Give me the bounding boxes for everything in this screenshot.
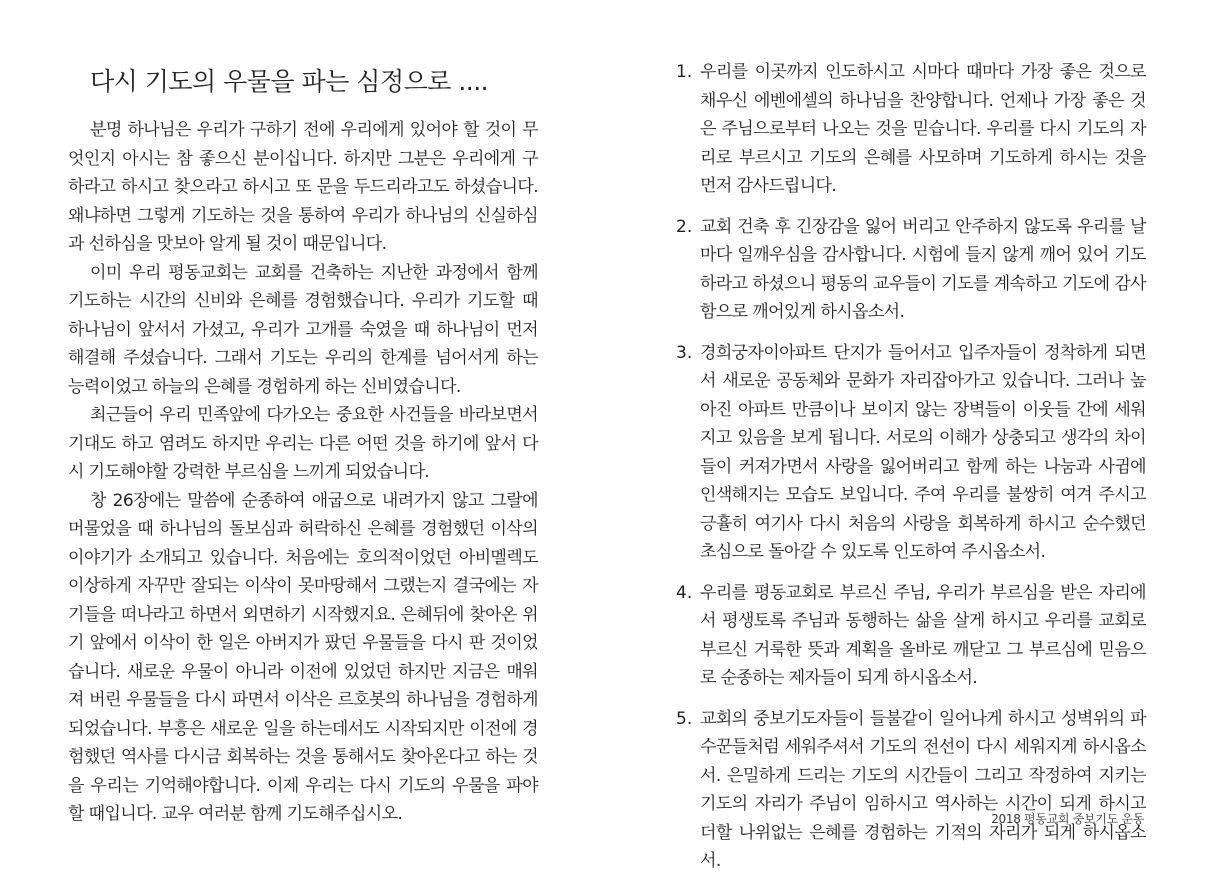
prayer-text: 경희궁자이아파트 단지가 들어서고 입주자들이 정착하게 되면서 새로운 공동체와 문화가 자리잡아가고 있습니다. 그러나 높아진 아파트 만큼이나 보이지 않는 장벽들이 이웃들 간에 세워지고 있음을 보게 됩니다. 서로의 이해가 상충되고 생각의 차이들이 커져가면서 사랑을 잃어버리고 함께 하는 나눔과 사귐에 인색해지는 모습도 보입니다. 주여 우리를 불쌍히 여겨 주시고 긍휼히 여기사 다시 처음의 사랑을 회복하게 하시고 순수했던 초심으로 돌아갈 수 있도록 인도하여 주시옵소서.: [700, 342, 1146, 562]
prayer-text: 우리를 평동교회로 부르신 주님, 우리가 부르심을 받은 자리에서 평생토록 주님과 동행하는 삶을 살게 하시고 우리를 교회로 부르신 거룩한 뜻과 계획을 올바로 깨닫고 그 부르심에 믿음으로 순종하는 제자들이 되게 하시옵소서.: [700, 582, 1146, 688]
prayer-number: 3.: [676, 342, 693, 363]
prayer-text: 우리를 이곳까지 인도하시고 시마다 때마다 가장 좋은 것으로 채우신 에벤에셀의 하나님을 찬양합니다. 언제나 가장 좋은 것은 주님으로부터 나오는 것을 믿습니다. 우리를 다시 기도의 자리로 부르시고 기도의 은혜를 사모하며 기도하게 하시는 것을 먼저 감사드립니다.: [700, 62, 1146, 196]
body-paragraph: 분명 하나님은 우리가 구하기 전에 우리에게 있어야 할 것이 무엇인지 아시는 참 좋으신 분이십니다. 하지만 그분은 우리에게 구하라고 하시고 찾으라고 하시고 또 문을 두드리라고도 하셨습니다. 왜냐하면 그렇게 기도하는 것을 통하여 우리가 하나님의 신실하심과 선하심을 맛보아 알게 될 것이 때문입니다.: [68, 120, 538, 254]
prayer-number: 4.: [676, 582, 693, 603]
prayer-item: [676, 579, 1146, 693]
page-title: 다시 기도의 우물을 파는 심정으로 ....: [90, 67, 489, 96]
prayer-item: [676, 705, 1146, 876]
left-page: [68, 50, 538, 829]
prayer-number: 1.: [676, 62, 693, 82]
prayer-number: 5.: [676, 708, 693, 729]
body-paragraph: 창 26장에는 말씀에 순종하여 애굽으로 내려가지 않고 그랄에 머물었을 때 하나님의 돌보심과 허락하신 은혜를 경험했던 이삭의 이야기가 소개되고 있습니다. 처음에는 호의적이었던 아비멜렉도 이상하게 자꾸만 잘되는 이삭이 못마땅해서 그랬는지 결국에는 자기들을 떠나라고 하면서 외면하기 시작했지요. 은혜뒤에 찾아온 위기 앞에서 이삭이 한 일은 아버지가 팠던 우물들을 다시 판 것이었습니다. 새로운 우물이 아니라 이전에 있었던 하지만 지금은 매워져 버린 우물들을 다시 파면서 이삭은 르호봇의 하나님을 경험하게 되었습니다. 부흥은 새로운 일을 하는데서도 시작되지만 이전에 경험했던 역사를 다시금 회복하는 것을 통해서도 찾아온다고 하는 것을 우리는 기억해야합니다. 이제 우리는 다시 기도의 우물을 파야할 때입니다. 교우 여러분 함께 기도해주십시오.: [68, 490, 538, 824]
prayer-item: [676, 339, 1146, 567]
right-page: [676, 58, 1146, 888]
prayer-item: [676, 213, 1146, 327]
page-footer: 2018 평동교회 중보기도 운동: [991, 812, 1144, 826]
body-paragraph: 최근들어 우리 민족앞에 다가오는 중요한 사건들을 바라보면서 기대도 하고 염려도 하지만 우리는 다른 어떤 것을 하기에 앞서 다시 기도해야할 강력한 부르심을 느끼게 되었습니다.: [68, 405, 538, 482]
prayer-item: [676, 58, 1146, 201]
prayer-text: 교회의 중보기도자들이 들불같이 일어나게 하시고 성벽위의 파수꾼들처럼 세워주셔서 기도의 전선이 다시 세워지게 하시옵소서. 은밀하게 드리는 기도의 시간들이 그리고 작정하여 지키는 기도의 자리가 주님이 임하시고 역사하는 시간이 되게 하시고 더할 나위없는 은혜를 경험하는 기적의 자리가 되게 하시옵소서.: [700, 708, 1146, 871]
prayer-number: 2.: [676, 216, 693, 237]
prayer-text: 교회 건축 후 긴장감을 잃어 버리고 안주하지 않도록 우리를 날마다 일깨우심을 감사합니다. 시험에 들지 않게 깨어 있어 기도하라고 하셨으니 평동의 교우들이 기도를 계속하고 기도에 감사함으로 깨어있게 하시옵소서.: [700, 216, 1146, 322]
body-paragraph: 이미 우리 평동교회는 교회를 건축하는 지난한 과정에서 함께 기도하는 시간의 신비와 은혜를 경험했습니다. 우리가 기도할 때 하나님이 앞서서 가셨고, 우리가 고개를 숙였을 때 하나님이 먼저 해결해 주셨습니다. 그래서 기도는 우리의 한계를 넘어서게 하는 능력이었고 하늘의 은혜를 경험하게 하는 신비였습니다.: [68, 262, 538, 397]
